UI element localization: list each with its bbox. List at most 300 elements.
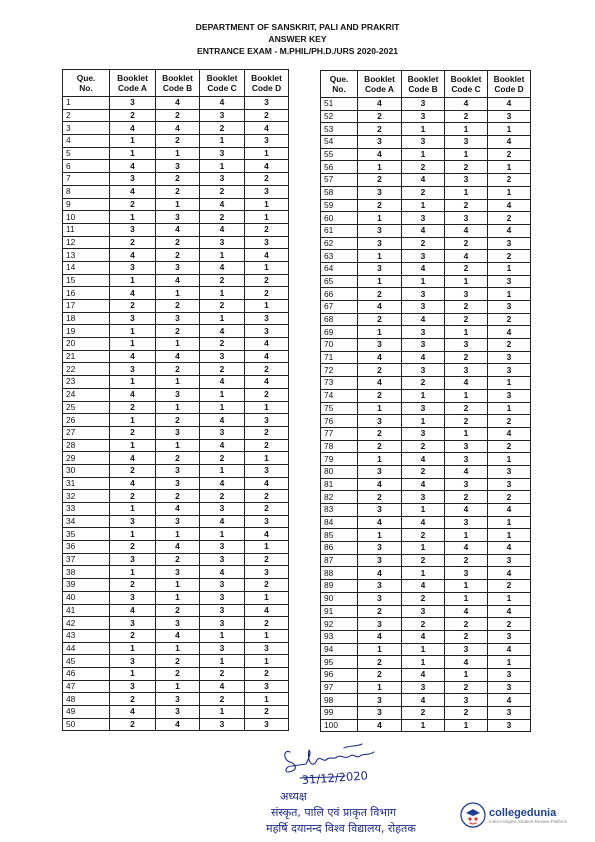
answer-code-c: 3 [200,109,245,122]
answer-code-b: 3 [156,693,200,706]
answer-code-a: 1 [110,667,156,680]
answer-code-b: 3 [156,617,200,630]
answer-code-a: 2 [110,490,156,503]
answer-code-a: 2 [358,491,402,504]
answer-code-c: 4 [445,377,488,390]
answer-code-c: 2 [200,338,245,351]
question-number: 49 [63,706,110,719]
answer-code-c: 3 [445,516,488,529]
answer-code-b: 2 [156,363,200,376]
question-number: 77 [321,427,358,440]
answer-code-d: 3 [488,465,531,478]
answer-code-a: 3 [358,465,402,478]
answer-code-b: 2 [156,109,200,122]
answer-code-d: 2 [245,287,289,300]
answer-code-d: 4 [245,376,289,389]
answer-code-b: 3 [156,160,200,173]
answer-code-d: 2 [488,618,531,631]
header-code-b: Booklet Code B [156,70,200,97]
answer-code-b: 4 [156,503,200,516]
answer-code-d: 3 [245,566,289,579]
answer-code-d: 4 [488,98,531,111]
question-number: 67 [321,301,358,314]
answer-code-b: 1 [402,504,445,517]
answer-code-d: 1 [488,288,531,301]
answer-code-d: 3 [488,110,531,123]
question-number: 37 [63,553,110,566]
answer-code-a: 3 [110,97,156,110]
answer-code-b: 2 [156,490,200,503]
answer-code-d: 4 [245,350,289,363]
answer-code-c: 3 [445,339,488,352]
answer-code-c: 3 [200,426,245,439]
question-number: 10 [63,211,110,224]
question-number: 53 [321,123,358,136]
answer-code-d: 2 [245,388,289,401]
answer-code-a: 2 [110,541,156,554]
answer-code-a: 2 [110,579,156,592]
answer-code-d: 2 [245,439,289,452]
answer-code-c: 1 [445,719,488,732]
answer-code-b: 2 [156,414,200,427]
answer-code-c: 3 [200,642,245,655]
answer-code-c: 4 [200,477,245,490]
question-number: 57 [321,174,358,187]
answer-code-a: 3 [110,553,156,566]
answer-code-a: 3 [358,224,402,237]
answer-code-b: 2 [156,300,200,313]
answer-code-b: 4 [402,516,445,529]
answer-code-b: 4 [402,668,445,681]
answer-code-c: 2 [445,491,488,504]
question-number: 29 [63,452,110,465]
question-number: 74 [321,389,358,402]
answer-code-c: 4 [445,656,488,669]
question-number: 25 [63,401,110,414]
answer-code-c: 4 [445,504,488,517]
answer-code-b: 2 [156,135,200,148]
answer-code-d: 4 [488,643,531,656]
answer-code-b: 1 [156,338,200,351]
answer-code-c: 2 [445,618,488,631]
answer-code-d: 4 [488,694,531,707]
answer-code-b: 4 [402,351,445,364]
answer-code-c: 4 [445,465,488,478]
answer-code-a: 2 [358,174,402,187]
answer-code-a: 1 [110,338,156,351]
answer-code-d: 1 [488,656,531,669]
answer-code-d: 3 [245,515,289,528]
answer-code-c: 4 [200,223,245,236]
question-number: 41 [63,604,110,617]
question-number: 7 [63,173,110,186]
answer-code-b: 3 [402,136,445,149]
answer-code-d: 1 [245,261,289,274]
answer-code-d: 4 [488,504,531,517]
answer-code-c: 3 [200,503,245,516]
answer-code-d: 1 [488,592,531,605]
answer-code-b: 1 [402,148,445,161]
answer-code-d: 1 [488,377,531,390]
answer-code-d: 2 [245,173,289,186]
question-number: 11 [63,223,110,236]
answer-code-b: 1 [402,123,445,136]
question-number: 78 [321,440,358,453]
answer-code-d: 2 [488,250,531,263]
answer-code-a: 1 [358,250,402,263]
question-number: 42 [63,617,110,630]
answer-code-d: 2 [245,667,289,680]
answer-code-b: 1 [402,415,445,428]
answer-code-c: 1 [445,275,488,288]
answer-code-b: 2 [156,604,200,617]
answer-code-a: 1 [358,453,402,466]
answer-code-c: 3 [200,147,245,160]
answer-code-c: 2 [445,301,488,314]
answer-code-d: 2 [245,553,289,566]
answer-code-a: 3 [110,655,156,668]
answer-code-c: 3 [200,350,245,363]
question-number: 55 [321,148,358,161]
answer-code-d: 3 [245,185,289,198]
answer-code-b: 1 [156,579,200,592]
answer-code-a: 1 [110,439,156,452]
header-code-a: Booklet Code A [358,71,402,98]
answer-code-b: 4 [156,223,200,236]
answer-code-a: 3 [358,415,402,428]
answer-code-d: 3 [488,630,531,643]
question-number: 27 [63,426,110,439]
answer-code-c: 1 [200,287,245,300]
answer-code-d: 2 [488,440,531,453]
answer-code-c: 3 [200,591,245,604]
question-number: 44 [63,642,110,655]
answer-code-a: 3 [358,262,402,275]
answer-code-d: 4 [245,477,289,490]
question-number: 65 [321,275,358,288]
answer-code-c: 3 [445,174,488,187]
answer-code-b: 4 [402,224,445,237]
answer-code-c: 2 [200,300,245,313]
question-number: 50 [63,718,110,731]
answer-code-d: 4 [245,160,289,173]
answer-code-c: 3 [200,617,245,630]
answer-code-b: 3 [402,250,445,263]
answer-code-b: 3 [402,98,445,111]
answer-code-a: 3 [358,136,402,149]
answer-code-c: 2 [200,490,245,503]
question-number: 45 [63,655,110,668]
answer-code-a: 3 [358,339,402,352]
question-number: 85 [321,529,358,542]
answer-code-c: 4 [200,566,245,579]
answer-code-d: 3 [245,414,289,427]
answer-code-c: 1 [445,427,488,440]
answer-code-a: 4 [110,287,156,300]
answer-code-a: 1 [358,643,402,656]
answer-code-d: 3 [245,464,289,477]
answer-code-c: 1 [200,312,245,325]
answer-code-c: 3 [445,136,488,149]
answer-code-c: 3 [200,541,245,554]
question-number: 70 [321,339,358,352]
answer-code-c: 2 [200,363,245,376]
answer-code-a: 2 [110,401,156,414]
answer-code-b: 3 [402,301,445,314]
answer-code-b: 3 [402,288,445,301]
answer-code-c: 3 [445,288,488,301]
answer-code-d: 3 [488,707,531,720]
answer-code-c: 4 [445,542,488,555]
answer-code-b: 2 [402,186,445,199]
answer-code-a: 4 [110,122,156,135]
question-number: 32 [63,490,110,503]
answer-code-d: 4 [245,249,289,262]
answer-code-c: 1 [200,629,245,642]
answer-code-a: 1 [110,566,156,579]
answer-code-c: 4 [445,224,488,237]
answer-code-a: 4 [358,478,402,491]
answer-code-a: 3 [110,591,156,604]
exam-title: ENTRANCE EXAM - M.PHIL/PH.D./URS 2020-2021 [196,46,399,56]
answer-code-d: 4 [488,427,531,440]
answer-code-c: 2 [445,161,488,174]
answer-code-d: 1 [488,529,531,542]
answer-code-b: 4 [156,274,200,287]
brand-tagline: India's largest Student Review Platform [489,818,568,824]
answer-code-d: 2 [488,148,531,161]
header-code-c: Booklet Code C [445,71,488,98]
answer-code-d: 1 [245,629,289,642]
question-number: 6 [63,160,110,173]
answer-code-b: 4 [156,718,200,731]
answer-code-a: 1 [110,211,156,224]
question-number: 87 [321,554,358,567]
answer-code-b: 2 [156,185,200,198]
answer-code-c: 1 [445,580,488,593]
answer-code-b: 1 [402,567,445,580]
answer-code-c: 2 [445,237,488,250]
answer-code-a: 4 [110,350,156,363]
collegedunia-logo-icon [460,802,486,828]
question-number: 58 [321,186,358,199]
answer-code-c: 2 [445,681,488,694]
answer-code-b: 1 [402,643,445,656]
answer-code-d: 2 [245,363,289,376]
answer-code-a: 3 [110,363,156,376]
answer-code-c: 3 [200,718,245,731]
question-number: 36 [63,541,110,554]
question-number: 19 [63,325,110,338]
answer-code-c: 4 [200,376,245,389]
answer-code-c: 2 [445,707,488,720]
answer-code-d: 3 [488,351,531,364]
answer-code-a: 3 [110,680,156,693]
answer-code-b: 2 [402,237,445,250]
question-number: 91 [321,605,358,618]
answer-code-a: 4 [358,377,402,390]
question-number: 66 [321,288,358,301]
answer-code-c: 3 [445,567,488,580]
answer-code-b: 1 [402,275,445,288]
answer-code-a: 4 [358,148,402,161]
answer-code-b: 4 [156,629,200,642]
question-number: 3 [63,122,110,135]
header-que-no: Que. No. [63,70,110,97]
answer-code-d: 1 [245,198,289,211]
answer-code-c: 3 [445,643,488,656]
answer-code-a: 1 [110,274,156,287]
answer-code-a: 4 [358,719,402,732]
answer-code-c: 2 [445,313,488,326]
answer-code-c: 1 [200,160,245,173]
answer-code-d: 3 [245,718,289,731]
answer-code-d: 4 [488,326,531,339]
answer-code-c: 2 [445,415,488,428]
answer-code-a: 2 [358,668,402,681]
answer-code-c: 1 [200,388,245,401]
answer-code-d: 2 [245,579,289,592]
header-code-b: Booklet Code B [402,71,445,98]
answer-code-b: 3 [156,566,200,579]
answer-code-c: 1 [200,528,245,541]
question-number: 90 [321,592,358,605]
question-number: 75 [321,402,358,415]
answer-code-a: 3 [358,592,402,605]
answer-code-c: 2 [200,185,245,198]
question-number: 38 [63,566,110,579]
answer-code-a: 4 [110,185,156,198]
answer-code-b: 1 [156,401,200,414]
signatory-university: महर्षि दयानन्द विश्व विद्यालय, रोहतक [266,822,416,835]
answer-code-c: 1 [445,148,488,161]
answer-code-a: 3 [110,223,156,236]
answer-code-b: 3 [402,427,445,440]
answer-code-c: 2 [445,630,488,643]
answer-code-d: 3 [245,642,289,655]
answer-code-a: 2 [110,236,156,249]
answer-code-a: 4 [110,452,156,465]
answer-code-d: 2 [245,617,289,630]
brand-name: collegedunia [489,806,557,819]
answer-code-d: 2 [488,491,531,504]
answer-code-c: 4 [445,98,488,111]
answer-code-d: 2 [488,174,531,187]
question-number: 71 [321,351,358,364]
answer-code-b: 2 [156,553,200,566]
answer-code-b: 3 [402,491,445,504]
answer-code-c: 1 [445,592,488,605]
answer-code-b: 3 [156,477,200,490]
answer-code-d: 2 [245,426,289,439]
answer-code-b: 3 [402,681,445,694]
answer-code-d: 2 [245,490,289,503]
answer-code-c: 2 [200,274,245,287]
answer-code-c: 1 [200,401,245,414]
answer-code-b: 3 [402,110,445,123]
question-number: 64 [321,262,358,275]
answer-code-c: 4 [200,515,245,528]
question-number: 40 [63,591,110,604]
answer-code-a: 3 [358,554,402,567]
answer-code-a: 2 [358,123,402,136]
answer-code-b: 3 [156,706,200,719]
answer-code-d: 1 [245,693,289,706]
answer-code-c: 4 [200,97,245,110]
answer-code-c: 3 [200,173,245,186]
answer-code-b: 2 [402,465,445,478]
question-number: 88 [321,567,358,580]
answer-code-d: 3 [488,389,531,402]
answer-code-d: 3 [488,275,531,288]
answer-code-b: 1 [156,439,200,452]
answer-code-d: 1 [245,401,289,414]
answer-code-c: 2 [445,110,488,123]
answer-code-b: 3 [156,388,200,401]
question-number: 24 [63,388,110,401]
question-number: 59 [321,199,358,212]
question-number: 43 [63,629,110,642]
answer-code-b: 2 [402,618,445,631]
answer-code-a: 1 [358,402,402,415]
question-number: 17 [63,300,110,313]
question-number: 26 [63,414,110,427]
answer-code-b: 4 [402,478,445,491]
answer-code-a: 2 [110,629,156,642]
answer-code-a: 3 [358,504,402,517]
answer-code-a: 1 [358,212,402,225]
answer-code-d: 1 [245,211,289,224]
answer-code-b: 3 [402,364,445,377]
answer-code-c: 1 [200,706,245,719]
answer-code-d: 1 [488,402,531,415]
question-number: 80 [321,465,358,478]
answer-code-a: 4 [358,567,402,580]
answer-code-c: 3 [200,236,245,249]
answer-code-d: 3 [488,478,531,491]
answer-code-b: 4 [402,262,445,275]
header-code-a: Booklet Code A [110,70,156,97]
answer-code-b: 1 [156,680,200,693]
answer-code-c: 4 [200,261,245,274]
answer-code-a: 1 [110,414,156,427]
answer-code-c: 2 [200,211,245,224]
answer-code-d: 2 [488,580,531,593]
answer-code-d: 2 [245,274,289,287]
answer-code-d: 4 [488,136,531,149]
answer-code-d: 1 [488,186,531,199]
answer-code-c: 1 [200,464,245,477]
answer-code-a: 4 [110,604,156,617]
question-number: 15 [63,274,110,287]
answer-code-b: 2 [402,161,445,174]
question-number: 18 [63,312,110,325]
answer-code-d: 4 [488,224,531,237]
question-number: 8 [63,185,110,198]
answer-code-b: 2 [156,249,200,262]
answer-code-b: 2 [402,529,445,542]
answer-code-d: 3 [488,719,531,732]
answer-code-d: 1 [245,147,289,160]
answer-code-c: 2 [445,402,488,415]
answer-code-a: 2 [110,300,156,313]
answer-code-c: 4 [445,605,488,618]
answer-code-d: 3 [488,301,531,314]
answer-code-b: 4 [402,313,445,326]
answer-code-b: 4 [156,350,200,363]
answer-code-c: 2 [200,667,245,680]
answer-code-b: 4 [402,453,445,466]
